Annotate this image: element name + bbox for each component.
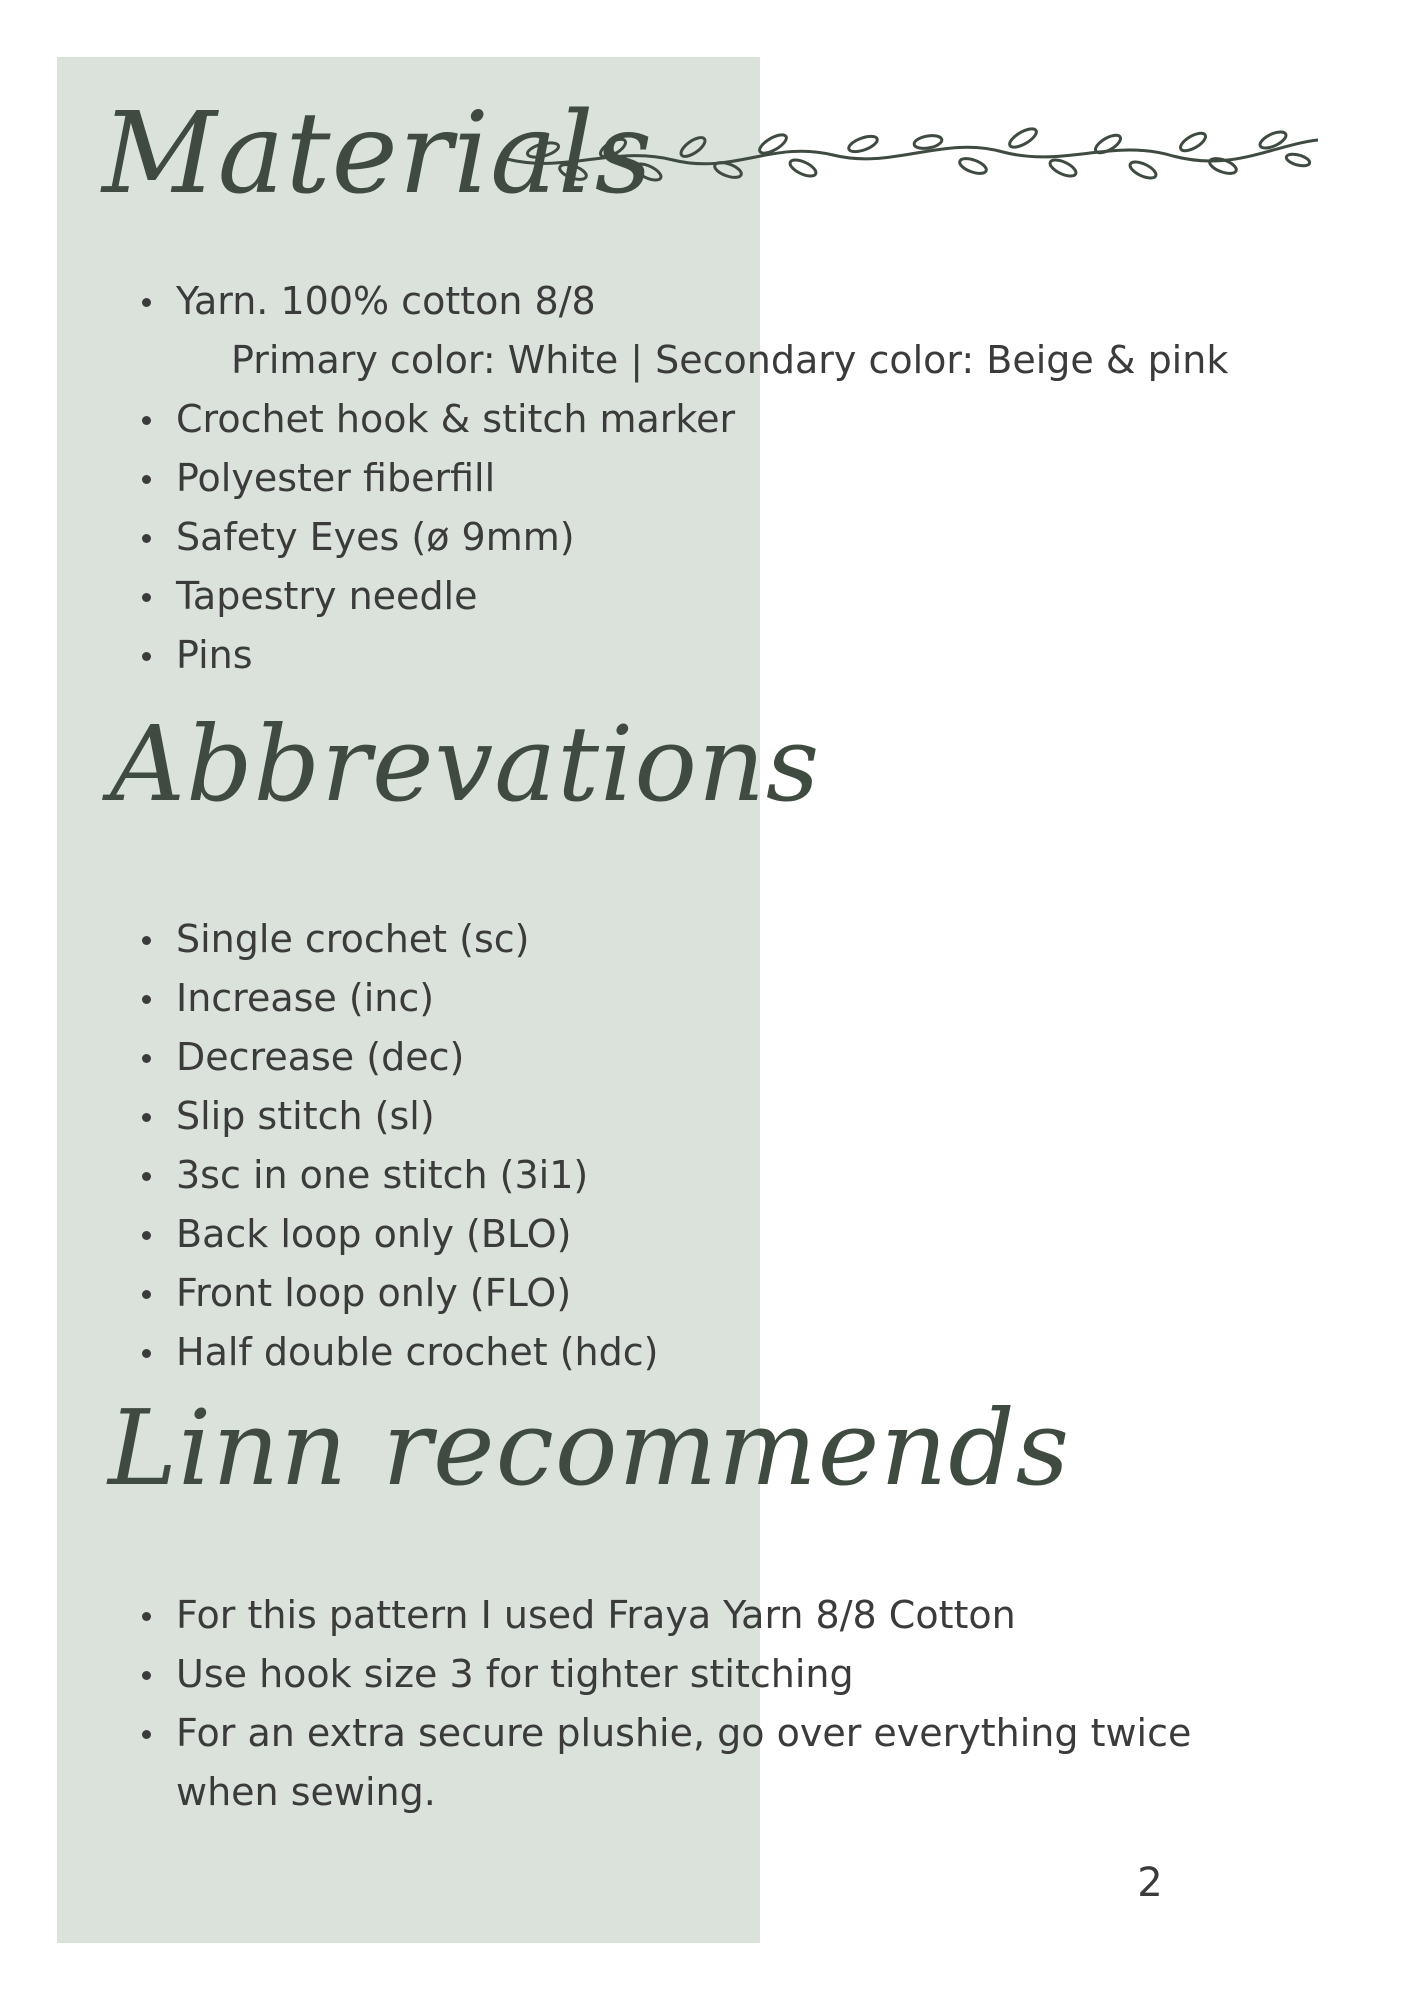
list-item: Front loop only (FLO) xyxy=(138,1264,658,1323)
list-item: Increase (inc) xyxy=(138,969,658,1028)
list-item: Back loop only (BLO) xyxy=(138,1205,658,1264)
list-item: Slip stitch (sl) xyxy=(138,1087,658,1146)
abbreviations-list xyxy=(138,910,658,1382)
abbreviations-heading: Abbrevations xyxy=(110,703,821,825)
list-item-subline: Primary color: White | Secondary color: Beige & pink xyxy=(231,338,1229,382)
list-item: Decrease (dec) xyxy=(138,1028,658,1087)
list-item: Polyester fiberfill xyxy=(138,449,1228,508)
list-item: Yarn. 100% cotton 8/8 xyxy=(138,272,1228,331)
list-item: Crochet hook & stitch marker xyxy=(138,390,1228,449)
recommends-list xyxy=(138,1586,1286,1822)
list-item: 3sc in one stitch (3i1) xyxy=(138,1146,658,1205)
list-item: Half double crochet (hdc) xyxy=(138,1323,658,1382)
list-item: Safety Eyes (ø 9mm) xyxy=(138,508,1228,567)
list-item: Use hook size 3 for tighter stitching xyxy=(138,1645,1286,1704)
list-item: Tapestry needle xyxy=(138,567,1228,626)
materials-heading: Materials xyxy=(102,89,654,219)
vine-divider-icon xyxy=(503,120,1318,190)
materials-list xyxy=(138,272,1228,685)
recommends-heading: Linn recommends xyxy=(108,1387,1071,1509)
list-item: Single crochet (sc) xyxy=(138,910,658,969)
page-number: 2 xyxy=(1137,1860,1163,1906)
list-item: For this pattern I used Fraya Yarn 8/8 Cotton xyxy=(138,1586,1286,1645)
list-item: For an extra secure plushie, go over everything twice when sewing. xyxy=(138,1704,1286,1822)
list-item: Pins xyxy=(138,626,1228,685)
